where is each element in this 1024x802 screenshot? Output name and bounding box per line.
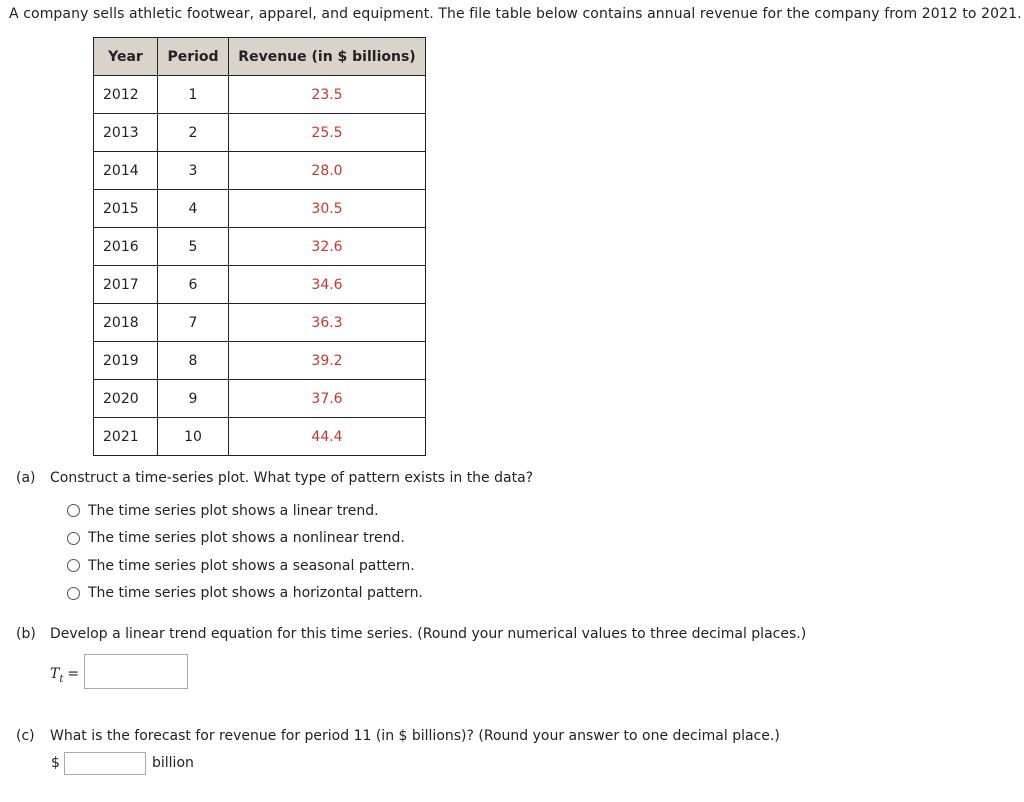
cell-period: 1 — [158, 76, 229, 114]
cell-year: 2020 — [94, 380, 158, 418]
cell-period: 2 — [158, 114, 229, 152]
option-linear-trend[interactable] — [67, 497, 423, 525]
cell-revenue: 36.3 — [229, 304, 426, 342]
forecast-input[interactable] — [64, 752, 146, 775]
cell-revenue: 39.2 — [229, 342, 426, 380]
cell-period: 4 — [158, 190, 229, 228]
cell-year: 2015 — [94, 190, 158, 228]
table-row — [94, 418, 426, 456]
question-a-text: Construct a time-series plot. What type of pattern exists in the data? — [50, 470, 534, 486]
question-c-text: What is the forecast for revenue for period 11 (in $ billions)? (Round your answer to one decimal place.) — [50, 728, 780, 744]
question-b-text: Develop a linear trend equation for this time series. (Round your numerical values to three decimal places.) — [50, 626, 807, 642]
table-row — [94, 266, 426, 304]
revenue-table — [93, 37, 426, 456]
cell-period: 6 — [158, 266, 229, 304]
cell-revenue: 25.5 — [229, 114, 426, 152]
option-nonlinear-trend[interactable] — [67, 525, 423, 553]
cell-revenue: 34.6 — [229, 266, 426, 304]
table-row — [94, 304, 426, 342]
cell-year: 2013 — [94, 114, 158, 152]
radio-button[interactable] — [67, 532, 80, 545]
option-horizontal-pattern[interactable] — [67, 580, 423, 608]
option-label[interactable]: The time series plot shows a horizontal pattern. — [88, 585, 423, 602]
currency-symbol: $ — [51, 755, 60, 771]
table-row — [94, 76, 426, 114]
trend-subscript: t — [59, 673, 64, 685]
radio-button[interactable] — [67, 587, 80, 600]
radio-button[interactable] — [67, 504, 80, 517]
cell-revenue: 30.5 — [229, 190, 426, 228]
question-b — [16, 626, 806, 642]
trend-var: T — [50, 666, 60, 682]
table-row — [94, 114, 426, 152]
option-label[interactable]: The time series plot shows a seasonal pattern. — [88, 557, 415, 574]
option-label[interactable]: The time series plot shows a linear trend. — [88, 502, 379, 519]
answer-options — [67, 497, 423, 607]
unit-label: billion — [152, 755, 194, 771]
cell-year: 2017 — [94, 266, 158, 304]
header-revenue: Revenue (in $ billions) — [229, 38, 426, 76]
cell-year: 2021 — [94, 418, 158, 456]
question-c-label: (c) — [16, 728, 35, 744]
cell-revenue: 37.6 — [229, 380, 426, 418]
cell-year: 2019 — [94, 342, 158, 380]
cell-revenue: 28.0 — [229, 152, 426, 190]
problem-intro: A company sells athletic footwear, apparel, and equipment. The file table below contains annual revenue for the company from 2012 to 2021. — [9, 6, 1022, 22]
table-row — [94, 152, 426, 190]
cell-revenue: 32.6 — [229, 228, 426, 266]
cell-year: 2014 — [94, 152, 158, 190]
equals-sign: = — [67, 666, 80, 682]
radio-button[interactable] — [67, 559, 80, 572]
table-row — [94, 342, 426, 380]
table-row — [94, 380, 426, 418]
trend-equation-label — [50, 666, 79, 685]
header-period: Period — [158, 38, 229, 76]
cell-year: 2012 — [94, 76, 158, 114]
cell-period: 8 — [158, 342, 229, 380]
cell-year: 2018 — [94, 304, 158, 342]
cell-period: 5 — [158, 228, 229, 266]
cell-period: 10 — [158, 418, 229, 456]
option-label[interactable]: The time series plot shows a nonlinear trend. — [88, 530, 405, 547]
cell-revenue: 23.5 — [229, 76, 426, 114]
question-a-label: (a) — [16, 470, 36, 486]
question-c — [16, 728, 780, 744]
cell-period: 9 — [158, 380, 229, 418]
table-row — [94, 190, 426, 228]
table-header-row — [94, 38, 426, 76]
header-year: Year — [94, 38, 158, 76]
table-row — [94, 228, 426, 266]
cell-revenue: 44.4 — [229, 418, 426, 456]
cell-period: 7 — [158, 304, 229, 342]
question-b-label: (b) — [16, 626, 36, 642]
question-a — [16, 470, 533, 486]
cell-year: 2016 — [94, 228, 158, 266]
cell-period: 3 — [158, 152, 229, 190]
trend-equation-input[interactable] — [84, 654, 188, 689]
option-seasonal-pattern[interactable] — [67, 552, 423, 580]
